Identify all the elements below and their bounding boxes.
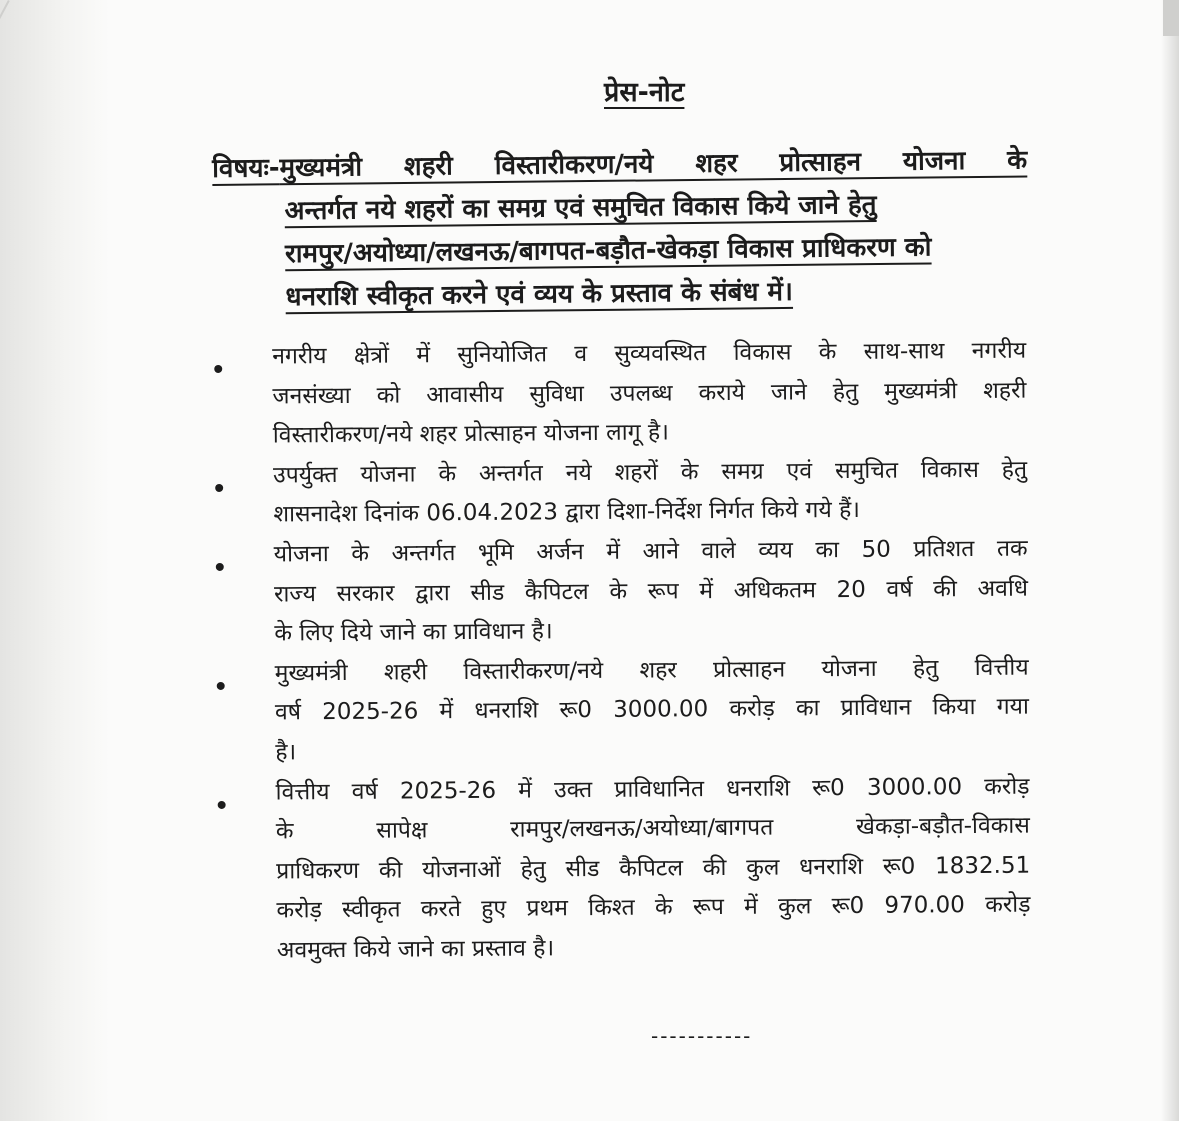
bullet-item [215,450,1028,536]
bullet-list [214,332,1031,972]
subject-line-text: मुख्यमंत्री शहरी विस्तारीकरण/नये शहर प्रोत्साहन योजना के [279,145,1028,184]
bullet-line: के सापेक्ष रामपुर/लखनऊ/अयोध्या/बागपत खेकड़ा-बड़ौत-विकास [275,812,1030,845]
bullet-line: के लिए दिये जाने का प्राविधान है। [274,618,553,647]
bullet-line: नगरीय क्षेत्रों में सुनियोजित व सुव्यवस्थित विकास के साथ-साथ नगरीय [272,337,1027,370]
subject-line: धनराशि स्वीकृत करने एवं व्यय के प्रस्ताव के संबंध में। [285,276,794,313]
paper-fold-shadow [0,0,110,1121]
press-note-title: प्रेस-नोट [604,77,685,108]
subject-line: रामपुर/अयोध्या/लखनऊ/बागपत-बड़ौत-खेकड़ा विकास प्राधिकरण को [284,232,932,270]
paper-corner [1163,0,1179,36]
bullet-line: राज्य सरकार द्वारा सीड कैपिटल के रूप में अधिकतम 20 वर्ष की अवधि [273,575,1029,608]
bullet-dot-icon [214,365,222,373]
bullet-dot-icon [215,484,223,492]
bullet-line: योजना के अन्तर्गत भूमि अर्जन में आने वाले व्यय का 50 प्रतिशत तक [273,535,1028,568]
bullet-line: वित्तीय वर्ष 2025-26 में उक्त प्राविधानित धनराशि रू0 3000.00 करोड़ [275,773,1030,806]
subject-block [212,141,1029,322]
bullet-dot-icon [218,800,226,808]
bullet-item [214,332,1027,457]
bullet-line: विस्तारीकरण/नये शहर प्रोत्साहन योजना लागू है। [272,419,669,449]
end-of-note-rule: ----------- [651,1024,753,1048]
bullet-line: करोड़ स्वीकृत करते हुए प्रथम किश्त के रूप में कुल रू0 970.00 करोड़ [276,891,1031,924]
bullet-line: है। [275,739,297,766]
bullet-line: मुख्यमंत्री शहरी विस्तारीकरण/नये शहर प्रोत्साहन योजना हेतु वित्तीय [274,654,1029,687]
subject-prefix: विषयः- [212,153,280,184]
bullet-dot-icon [216,563,224,571]
bullet-item [216,530,1029,655]
paper-edge-shadow [1161,0,1179,1121]
bullet-dot-icon [217,682,225,690]
bullet-line: अवमुक्त किये जाने का प्रस्ताव है। [276,935,555,964]
bullet-item [217,767,1031,971]
bullet-item [216,648,1029,773]
bullet-line: वर्ष 2025-26 में धनराशि रू0 3000.00 करोड़ का प्राविधान किया गया [274,693,1030,726]
bullet-line: उपर्युक्त योजना के अन्तर्गत नये शहरों के समग्र एवं समुचित विकास हेतु [272,456,1028,489]
bullet-line: शासनादेश दिनांक 06.04.2023 द्वारा दिशा-निर्देश निर्गत किये गये हैं। [273,497,861,528]
bullet-line: प्राधिकरण की योजनाओं हेतु सीड कैपिटल की कुल धनराशि रू0 1832.51 [276,852,1031,885]
bullet-line: जनसंख्या को आवासीय सुविधा उपलब्ध कराये जाने हेतु मुख्यमंत्री शहरी [272,377,1027,410]
subject-line: अन्तर्गत नये शहरों का समग्र एवं समुचित विकास किये जाने हेतु [284,190,877,227]
